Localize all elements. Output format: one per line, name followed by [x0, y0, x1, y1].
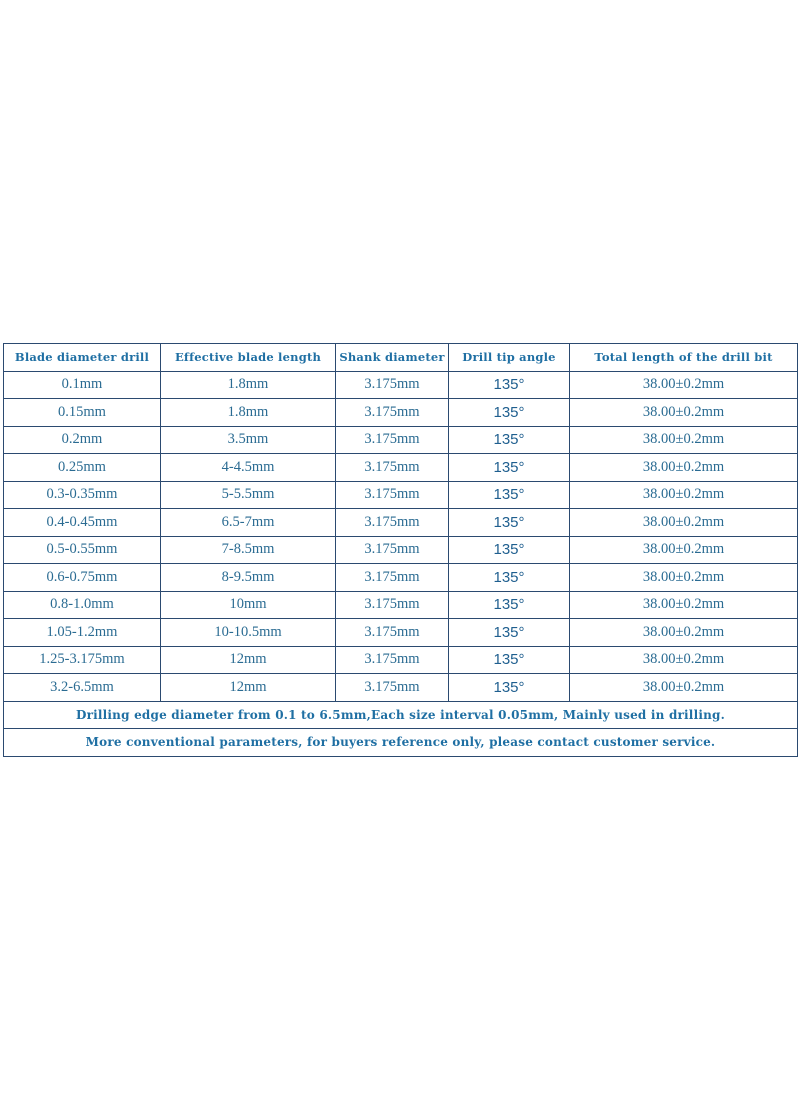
- cell-effective-length: 6.5-7mm: [161, 509, 336, 537]
- drill-spec-table: [3, 343, 798, 757]
- cell-blade-diameter: 0.8-1.0mm: [4, 591, 161, 619]
- cell-tip-angle: 135°: [449, 454, 570, 482]
- cell-shank-diameter: 3.175mm: [336, 646, 449, 674]
- cell-effective-length: 8-9.5mm: [161, 564, 336, 592]
- cell-tip-angle: 135°: [449, 619, 570, 647]
- cell-effective-length: 5-5.5mm: [161, 481, 336, 509]
- cell-total-length: 38.00±0.2mm: [570, 509, 798, 537]
- table-row: [4, 619, 798, 647]
- cell-shank-diameter: 3.175mm: [336, 371, 449, 399]
- table-row: [4, 591, 798, 619]
- note-row: [4, 729, 798, 757]
- cell-tip-angle: 135°: [449, 591, 570, 619]
- cell-blade-diameter: 3.2-6.5mm: [4, 674, 161, 702]
- cell-blade-diameter: 0.15mm: [4, 399, 161, 427]
- note-contact: More conventional parameters, for buyers reference only, please contact customer service.: [4, 729, 798, 757]
- header-total-length: Total length of the drill bit: [570, 344, 798, 372]
- cell-effective-length: 12mm: [161, 674, 336, 702]
- cell-tip-angle: 135°: [449, 481, 570, 509]
- cell-blade-diameter: 0.2mm: [4, 426, 161, 454]
- table-row: [4, 536, 798, 564]
- cell-blade-diameter: 1.25-3.175mm: [4, 646, 161, 674]
- cell-effective-length: 4-4.5mm: [161, 454, 336, 482]
- cell-tip-angle: 135°: [449, 646, 570, 674]
- cell-total-length: 38.00±0.2mm: [570, 536, 798, 564]
- cell-shank-diameter: 3.175mm: [336, 481, 449, 509]
- table-row: [4, 399, 798, 427]
- table-row: [4, 674, 798, 702]
- cell-blade-diameter: 0.6-0.75mm: [4, 564, 161, 592]
- table-row: [4, 371, 798, 399]
- cell-total-length: 38.00±0.2mm: [570, 564, 798, 592]
- header-tip-angle: Drill tip angle: [449, 344, 570, 372]
- header-effective-length: Effective blade length: [161, 344, 336, 372]
- cell-effective-length: 10-10.5mm: [161, 619, 336, 647]
- cell-shank-diameter: 3.175mm: [336, 564, 449, 592]
- table-body: [4, 371, 798, 701]
- table-row: [4, 426, 798, 454]
- cell-tip-angle: 135°: [449, 536, 570, 564]
- cell-total-length: 38.00±0.2mm: [570, 619, 798, 647]
- cell-shank-diameter: 3.175mm: [336, 454, 449, 482]
- cell-total-length: 38.00±0.2mm: [570, 426, 798, 454]
- table-row: [4, 481, 798, 509]
- table-row: [4, 454, 798, 482]
- header-row: [4, 344, 798, 372]
- cell-tip-angle: 135°: [449, 674, 570, 702]
- cell-blade-diameter: 0.5-0.55mm: [4, 536, 161, 564]
- table-row: [4, 509, 798, 537]
- cell-total-length: 38.00±0.2mm: [570, 481, 798, 509]
- cell-tip-angle: 135°: [449, 399, 570, 427]
- cell-total-length: 38.00±0.2mm: [570, 371, 798, 399]
- cell-effective-length: 7-8.5mm: [161, 536, 336, 564]
- cell-effective-length: 3.5mm: [161, 426, 336, 454]
- cell-shank-diameter: 3.175mm: [336, 591, 449, 619]
- table-row: [4, 646, 798, 674]
- cell-effective-length: 1.8mm: [161, 371, 336, 399]
- cell-blade-diameter: 0.1mm: [4, 371, 161, 399]
- cell-effective-length: 1.8mm: [161, 399, 336, 427]
- cell-total-length: 38.00±0.2mm: [570, 591, 798, 619]
- cell-total-length: 38.00±0.2mm: [570, 646, 798, 674]
- note-interval: Drilling edge diameter from 0.1 to 6.5mm,Each size interval 0.05mm, Mainly used in drilling.: [4, 701, 798, 729]
- cell-shank-diameter: 3.175mm: [336, 399, 449, 427]
- table-row: [4, 564, 798, 592]
- header-shank-diameter: Shank diameter: [336, 344, 449, 372]
- cell-total-length: 38.00±0.2mm: [570, 454, 798, 482]
- cell-tip-angle: 135°: [449, 371, 570, 399]
- cell-blade-diameter: 0.25mm: [4, 454, 161, 482]
- cell-tip-angle: 135°: [449, 564, 570, 592]
- cell-shank-diameter: 3.175mm: [336, 509, 449, 537]
- cell-tip-angle: 135°: [449, 426, 570, 454]
- cell-blade-diameter: 1.05-1.2mm: [4, 619, 161, 647]
- cell-effective-length: 10mm: [161, 591, 336, 619]
- cell-shank-diameter: 3.175mm: [336, 426, 449, 454]
- cell-total-length: 38.00±0.2mm: [570, 399, 798, 427]
- cell-effective-length: 12mm: [161, 646, 336, 674]
- cell-blade-diameter: 0.3-0.35mm: [4, 481, 161, 509]
- note-row: [4, 701, 798, 729]
- cell-blade-diameter: 0.4-0.45mm: [4, 509, 161, 537]
- cell-tip-angle: 135°: [449, 509, 570, 537]
- cell-total-length: 38.00±0.2mm: [570, 674, 798, 702]
- cell-shank-diameter: 3.175mm: [336, 619, 449, 647]
- header-blade-diameter: Blade diameter drill: [4, 344, 161, 372]
- cell-shank-diameter: 3.175mm: [336, 674, 449, 702]
- cell-shank-diameter: 3.175mm: [336, 536, 449, 564]
